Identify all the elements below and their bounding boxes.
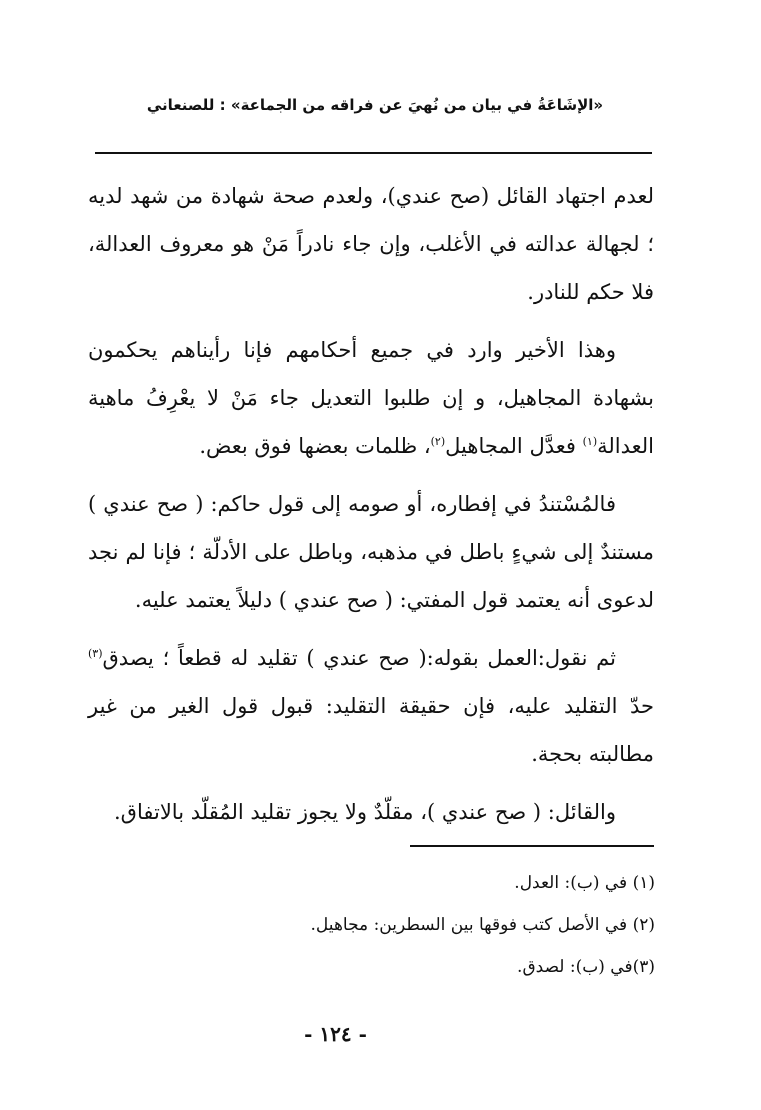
running-header: «الإشَاعَةُ في بيان من نُهيَ عن فراقه من الجماعة» : للصنعاني (146, 96, 604, 114)
footnote-2: (٢) في الأصل كتب فوقها بين السطرين: مجاهيل. (310, 915, 655, 935)
paragraph-text: حدّ التقليد عليه، فإن حقيقة التقليد: قبول قول الغير من غير مطالبته بحجة. (88, 694, 654, 766)
footnote-1: (١) في (ب): العدل. (514, 873, 655, 893)
page-number: - ١٢٤ - (304, 1022, 367, 1046)
footnote-divider (410, 845, 654, 847)
paragraph-2 (88, 326, 654, 470)
header-divider (95, 152, 652, 154)
footnotes (200, 862, 655, 988)
paragraph-4 (88, 634, 654, 778)
footnote-ref-3: (٣) (88, 647, 103, 660)
paragraph-text: ، ظلمات بعضها فوق بعض. (199, 434, 431, 458)
paragraph-text: فعدَّل المجاهيل (445, 434, 576, 458)
paragraph-5 (88, 788, 654, 836)
paragraph-text: لعدم اجتهاد القائل (صح عندي)، ولعدم صحة شهادة من شهد لديه ؛ لجهالة عدالته في الأغلب، وإن جاء نادراً مَنْ هو معروف العدالة، فلا حكم للنادر. (88, 184, 654, 304)
footnote-ref-2: (٢) (430, 435, 446, 448)
paragraph-text: وهذا الأخير وارد في جميع أحكامهم فإنا رأيناهم يحكمون بشهادة المجاهيل، و إن طلبوا التعديل جاء مَنْ لا يعْرِفُ ماهية العدالة (88, 338, 654, 458)
footnote-3: (٣)في (ب): لصدق. (517, 957, 655, 977)
paragraph-text: فالمُسْتندُ في إفطاره، أو صومه إلى قول حاكم: ( صح عندي ) مستندٌ إلى شيءٍ باطل في مذهبه، وباطل على الأدلّة ؛ فإنا لم نجد لدعوى أنه يعتمد قول المفتي: ( صح عندي ) دليلاً يعتمد عليه. (88, 492, 654, 612)
paragraph-3 (88, 480, 654, 624)
paragraph-text: ثم نقول:العمل بقوله:( صح عندي ) تقليد له قطعاً ؛ يصدق (102, 646, 616, 670)
paragraph-text: والقائل: ( صح عندي )، مقلّدٌ ولا يجوز تقليد المُقلّد بالاتفاق. (113, 800, 616, 824)
main-text (88, 172, 654, 846)
footnote-ref-1: (١) (582, 435, 598, 448)
paragraph-1 (88, 172, 654, 316)
